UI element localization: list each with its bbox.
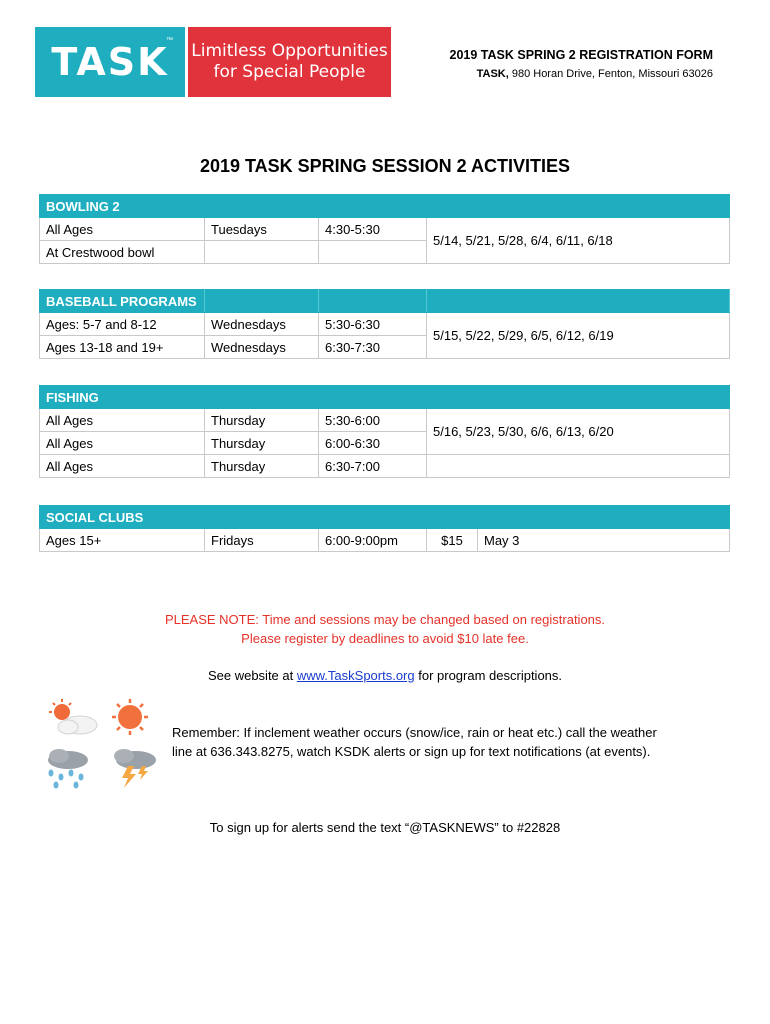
note-line-2: Please register by deadlines to avoid $10 late fee. xyxy=(241,631,529,646)
note-line-1: PLEASE NOTE: Time and sessions may be changed based on registrations. xyxy=(164,612,606,627)
table-cell: Wednesdays xyxy=(205,336,319,359)
social-clubs-table xyxy=(39,505,730,552)
weather-line-1: Remember: If inclement weather occurs (snow/ice, rain or heat etc.) call the weather xyxy=(172,725,657,740)
table-cell: Thursday xyxy=(205,455,319,478)
table-cell: 5:30-6:00 xyxy=(319,409,427,432)
org-name: TASK, xyxy=(476,68,509,80)
section-heading: BOWLING 2 xyxy=(40,195,730,218)
weather-notice xyxy=(172,723,712,761)
table-cell: Thursday xyxy=(205,409,319,432)
table-cell: Ages 13-18 and 19+ xyxy=(40,336,205,359)
section-heading: BASEBALL PROGRAMS xyxy=(40,290,205,313)
org-address xyxy=(477,68,713,80)
table-cell: 6:00-6:30 xyxy=(319,432,427,455)
website-pre: See website at xyxy=(207,668,297,683)
table-cell: 6:30-7:00 xyxy=(319,455,427,478)
registration-note xyxy=(0,610,770,648)
table-cell: All Ages xyxy=(40,218,205,241)
table-cell xyxy=(319,290,427,313)
task-logo xyxy=(35,27,185,97)
weather-icons xyxy=(42,698,167,790)
section-heading: SOCIAL CLUBS xyxy=(40,506,730,529)
alerts-signup: To sign up for alerts send the text “@TASKNEWS” to #22828 xyxy=(209,820,561,835)
table-cell xyxy=(319,241,427,264)
trademark-mark: ™ xyxy=(166,37,173,44)
baseball-table xyxy=(39,289,730,359)
table-cell: 6:00-9:00pm xyxy=(319,529,427,552)
sun-cloud-icon xyxy=(49,699,97,734)
dates-cell: 5/16, 5/23, 5/30, 6/6, 6/13, 6/20 xyxy=(427,409,730,455)
sun-icon xyxy=(112,699,148,735)
dates-cell: 5/14, 5/21, 5/28, 6/4, 6/11, 6/18 xyxy=(427,218,730,264)
table-cell xyxy=(205,290,319,313)
table-cell: Ages 15+ xyxy=(40,529,205,552)
form-title: 2019 TASK SPRING 2 REGISTRATION FORM xyxy=(449,48,713,62)
table-cell xyxy=(205,241,319,264)
table-cell: 5:30-6:30 xyxy=(319,313,427,336)
table-cell: All Ages xyxy=(40,455,205,478)
table-cell xyxy=(427,455,730,478)
tagline-line-2: for Special People xyxy=(213,62,366,82)
tagline-line-1: Limitless Opportunities xyxy=(191,41,388,61)
website-link[interactable]: www.TaskSports.org xyxy=(296,668,415,683)
table-cell: 6:30-7:30 xyxy=(319,336,427,359)
table-cell: All Ages xyxy=(40,432,205,455)
task-logo-text: TASK xyxy=(51,40,169,84)
website-line xyxy=(0,668,770,683)
storm-cloud-icon xyxy=(114,749,156,788)
table-cell: Fridays xyxy=(205,529,319,552)
fishing-table xyxy=(39,385,730,478)
page-title: 2019 TASK SPRING SESSION 2 ACTIVITIES xyxy=(199,156,571,176)
section-heading: FISHING xyxy=(40,386,730,409)
table-cell xyxy=(427,290,730,313)
table-cell: At Crestwood bowl xyxy=(40,241,205,264)
date-cell: May 3 xyxy=(478,529,730,552)
address-text: 980 Horan Drive, Fenton, Missouri 63026 xyxy=(508,68,713,80)
rain-cloud-icon xyxy=(48,749,88,789)
weather-line-2: line at 636.343.8275, watch KSDK alerts or sign up for text notifications (at events). xyxy=(172,744,651,759)
table-cell: Tuesdays xyxy=(205,218,319,241)
table-cell: Wednesdays xyxy=(205,313,319,336)
website-post: for program descriptions. xyxy=(414,668,563,683)
table-cell: Thursday xyxy=(205,432,319,455)
table-cell: Ages: 5-7 and 8-12 xyxy=(40,313,205,336)
tagline-banner xyxy=(188,27,391,97)
bowling-table xyxy=(39,194,730,264)
dates-cell: 5/15, 5/22, 5/29, 6/5, 6/12, 6/19 xyxy=(427,313,730,359)
price-cell: $15 xyxy=(427,529,478,552)
table-cell: 4:30-5:30 xyxy=(319,218,427,241)
table-cell: All Ages xyxy=(40,409,205,432)
